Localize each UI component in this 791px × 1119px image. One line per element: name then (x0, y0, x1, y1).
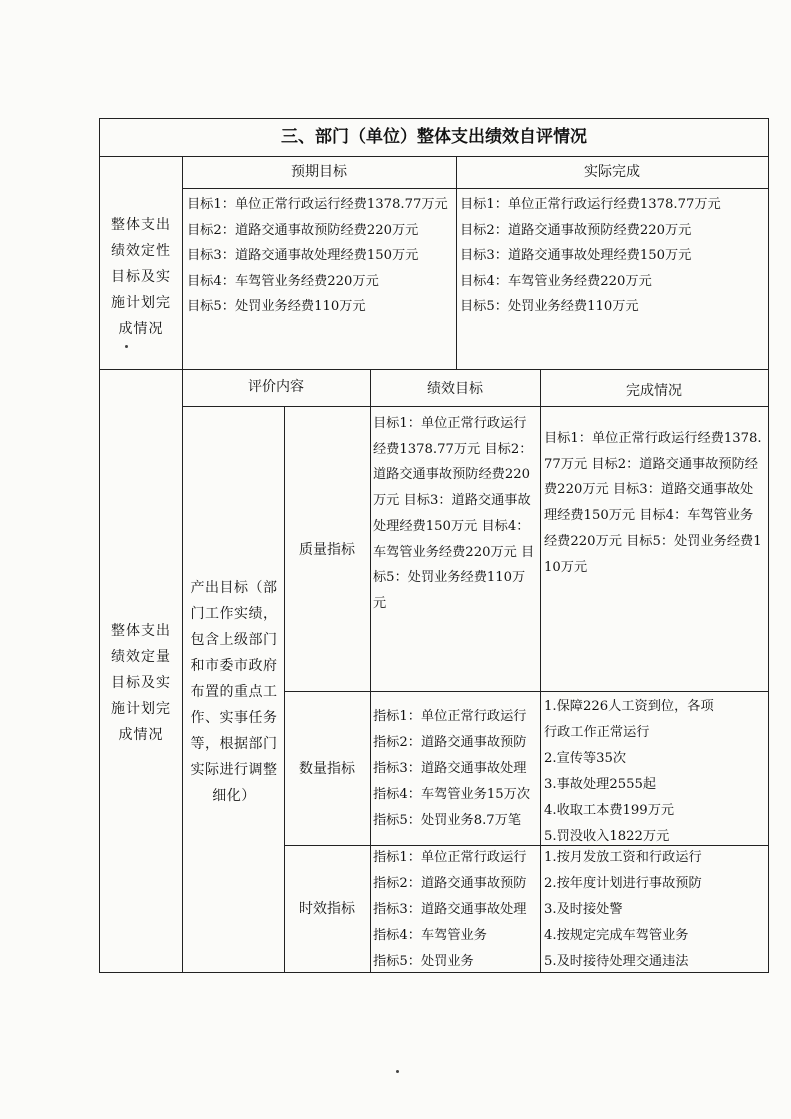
actual-goal-5: 目标5：处罚业务经费110万元 (460, 299, 639, 314)
quantity-target-3: 指标3：道路交通事故处理 (373, 761, 527, 776)
timeliness-result-5: 5.及时接待处理交通违法 (544, 954, 689, 969)
timeliness-indicator-label: 时效指标 (299, 901, 355, 917)
quantity-result-2: 2.宣传等35次 (544, 751, 627, 766)
eval-col-divider (284, 406, 285, 973)
actual-complete-header: 实际完成 (584, 164, 640, 180)
quantity-results (544, 694, 766, 850)
timeliness-target-3: 指标3：道路交通事故处理 (373, 902, 527, 917)
quantity-result-4: 4.收取工本费199万元 (544, 803, 675, 818)
quality-row-bottom (284, 691, 769, 692)
quantity-targets (373, 704, 539, 834)
quant-header-bottom (182, 406, 769, 407)
expected-goal-3: 目标3：道路交通事故处理经费150万元 (187, 248, 419, 263)
actual-goal-3: 目标3：道路交通事故处理经费150万元 (460, 248, 692, 263)
quantitative-row-label: 整体支出绩效定量目标及实施计划完成情况 (111, 623, 171, 743)
section-title: 三、部门（单位）整体支出绩效自评情况 (281, 127, 587, 147)
expected-goals-list (187, 192, 455, 320)
expected-goal-1: 目标1：单位正常行政运行经费1378.77万元 (187, 197, 448, 212)
timeliness-targets (373, 845, 539, 975)
quality-targets: 目标1：单位正常行政运行经费1378.77万元 目标2：道路交通事故预防经费220万元 目标3：道路交通事故处理经费150万元 目标4：车驾管业务经费220万元 目标5：处罚业务经费110万元 (373, 416, 535, 611)
quantity-target-2: 指标2：道路交通事故预防 (373, 735, 527, 750)
quantity-result-5: 5.罚没收入1822万元 (544, 829, 670, 844)
qual-row-bottom (99, 369, 769, 370)
quantity-result-3: 3.事故处理2555起 (544, 777, 657, 792)
quantity-result-1: 1.保障226人工资到位，各项 (544, 699, 714, 714)
output-target-label: 产出目标（部门工作实绩，包含上级部门和市委市政府布置的重点工作、实事任务等，根据部门实际进行调整细化） (190, 580, 278, 804)
label-col-divider (182, 156, 183, 973)
timeliness-target-5: 指标5：处罚业务 (373, 954, 474, 969)
timeliness-target-1: 指标1：单位正常行政运行 (373, 850, 527, 865)
timeliness-result-2: 2.按年度计划进行事故预防 (544, 876, 702, 891)
actual-goal-1: 目标1：单位正常行政运行经费1378.77万元 (460, 197, 721, 212)
timeliness-result-4: 4.按规定完成车驾管业务 (544, 928, 689, 943)
qual-mid-divider (456, 156, 457, 369)
timeliness-target-2: 指标2：道路交通事故预防 (373, 876, 527, 891)
timeliness-result-3: 3.及时接处警 (544, 902, 623, 917)
expected-goal-header: 预期目标 (291, 164, 347, 180)
expected-goal-2: 目标2：道路交通事故预防经费220万元 (187, 222, 419, 238)
timeliness-result-1: 1.按月发放工资和行政运行 (544, 850, 702, 865)
timeliness-results (544, 845, 766, 975)
eval-content-header: 评价内容 (248, 379, 304, 395)
result-col-divider (540, 369, 541, 973)
quality-results: 目标1：单位正常行政运行经费1378.77万元 目标2：道路交通事故预防经费220万元 目标3：道路交通事故处理经费150万元 目标4：车驾管业务经费220万元 目标5：处罚业务经费110万元 (544, 431, 762, 575)
timeliness-target-4: 指标4：车驾管业务 (373, 928, 487, 943)
actual-goal-2: 目标2：道路交通事故预防经费220万元 (460, 222, 692, 238)
actual-goal-4: 目标4：车驾管业务经费220万元 (460, 273, 652, 289)
quantity-indicator-label: 数量指标 (299, 761, 355, 777)
expected-goal-5: 目标5：处罚业务经费110万元 (187, 299, 366, 314)
quantity-target-5: 指标5：处罚业务8.7万笔 (373, 813, 522, 828)
quality-indicator-label: 质量指标 (299, 542, 355, 558)
table-left-border (99, 118, 100, 973)
table-right-border (768, 118, 769, 973)
completion-header: 完成情况 (626, 383, 682, 399)
target-col-divider (370, 369, 371, 973)
quantity-result-1b: 行政工作正常运行 (544, 725, 650, 740)
quantity-target-4: 指标4：车驾管业务15万次 (373, 787, 531, 802)
qualitative-row-label: 整体支出绩效定性目标及实施计划完成情况 (111, 217, 171, 337)
qual-header-bottom (182, 188, 769, 189)
performance-target-header: 绩效目标 (427, 381, 483, 397)
actual-goals-list (460, 192, 765, 320)
quantity-target-1: 指标1：单位正常行政运行 (373, 709, 527, 724)
expected-goal-4: 目标4：车驾管业务经费220万元 (187, 273, 379, 289)
scan-dot (396, 1070, 399, 1073)
scan-dot (125, 345, 128, 348)
